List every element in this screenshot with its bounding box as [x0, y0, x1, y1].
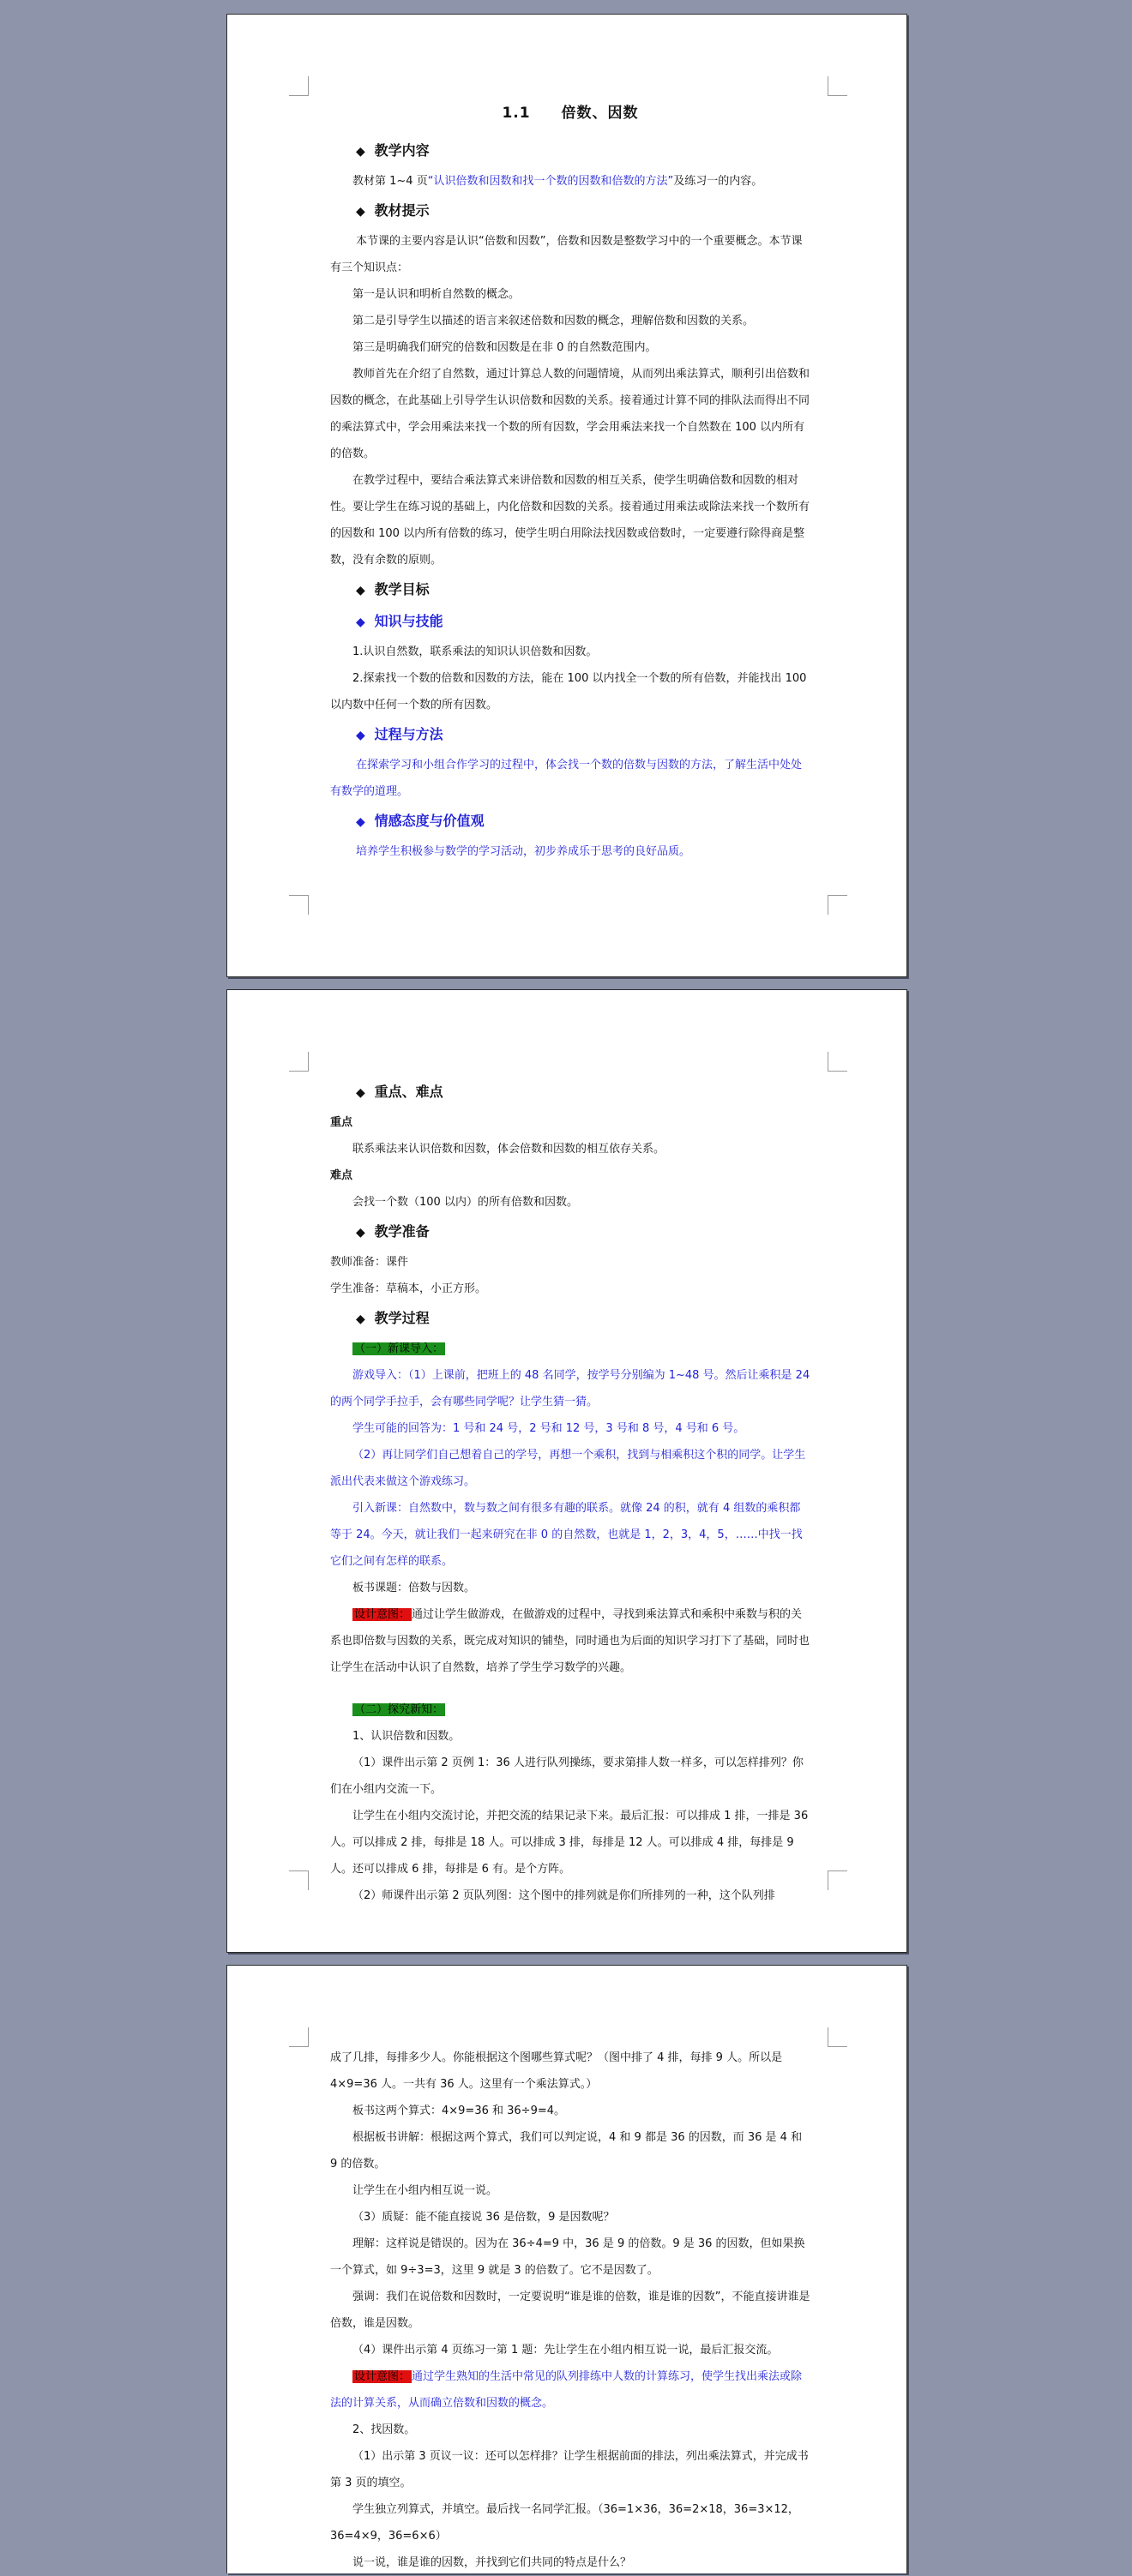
crop-mark	[828, 2027, 847, 2047]
heading-process-method: ◆ 过程与方法	[356, 720, 810, 750]
heading-preparation: ◆ 教学准备	[356, 1217, 810, 1247]
design-intent-tag: 设计意图：	[354, 1608, 411, 1621]
diamond-icon: ◆	[356, 205, 365, 219]
paragraph: （4）课件出示第 4 页练习一第 1 题：先让学生在小组内相互说一说，最后汇报交流。	[352, 2344, 779, 2357]
document-page-3	[226, 1965, 907, 2573]
page-title: 1.1 倍数、因数	[502, 105, 639, 122]
paragraph: 强调：我们在说倍数和因数时，一定要说明“谁是谁的倍数，谁是谁的因数”，不能直接讲谁是倍数，谁是因数。	[330, 2291, 810, 2330]
paragraph: 2、找因数。	[352, 2423, 416, 2436]
diamond-icon: ◆	[356, 584, 365, 597]
paragraph: 在教学过程中，要结合乘法算式来讲倍数和因数的相互关系，使学生明确倍数和因数的相对性。要让学生在练习说的基础上，内化倍数和因数的关系。接着通过用乘法或除法来找一个数所有的因数和 100 以内所有倍数的练习，使学生明白用除法找因数或倍数时，一定要遵行除得商是整数，没有余数的原则。	[330, 474, 810, 567]
paragraph: 理解：这样说是错误的。因为在 36÷4=9 中，36 是 9 的倍数。9 是 36 的因数，但如果换一个算式，如 9÷3=3，这里 9 就是 3 的倍数了。它不是因数了。	[330, 2237, 805, 2277]
section-tag: （二）探究新知：	[354, 1703, 444, 1716]
paragraph: 教师首先在介绍了自然数，通过计算总人数的问题情境，从而列出乘法算式，顺利引出倍数和因数的概念，在此基础上引导学生认识倍数和因数的关系。接着通过计算不同的排队法而得出不同的乘法算式中，学会用乘法来找一个数的所有因数，学会用乘法来找一个自然数在 100 以内所有的倍数。	[330, 368, 810, 460]
paragraph: 板书课题：倍数与因数。	[352, 1582, 476, 1594]
paragraph: 设计意图： 通过让学生做游戏，在做游戏的过程中，寻找到乘法算式和乘积中乘数与积的关系也即倍数与因数的关系，既完成对知识的铺垫，同时通也为后面的知识学习打下了基础，同时也让学生在活动中认识了自然数，培养了学生学习数学的兴趣。	[330, 1608, 810, 1674]
diamond-icon: ◆	[356, 729, 365, 742]
heading-attitude-values: ◆ 情感态度与价值观	[356, 807, 810, 837]
crop-mark	[289, 76, 309, 96]
label-difficulty: 难点	[330, 1169, 353, 1182]
crop-mark	[828, 1052, 847, 1072]
paragraph: 第二是引导学生以描述的语言来叙述倍数和因数的概念，理解倍数和因数的关系。	[352, 315, 755, 327]
paragraph: 成了几排，每排多少人。你能根据这个图哪些算式呢？（图中排了 4 排，每排 9 人。所以是 4×9=36 人。一共有 36 人。这里有一个乘法算式。）	[330, 2051, 783, 2091]
page-3-body	[330, 2045, 810, 2576]
crop-mark	[828, 1870, 847, 1890]
heading-textbook-tips: ◆ 教材提示	[356, 196, 810, 226]
paragraph: 2.探索找一个数的倍数和因数的方法，能在 100 以内找全一个数的所有倍数，并能找出 100 以内数中任何一个数的所有因数。	[330, 672, 807, 712]
paragraph: 本节课的主要内容是认识“倍数和因数”，倍数和因数是整数学习中的一个重要概念。本节课有三个知识点：	[330, 235, 803, 274]
paragraph: （2）师课件出示第 2 页队列图：这个图中的排列就是你们所排列的一种，这个队列排	[352, 1889, 775, 1902]
paragraph: 板书这两个算式：4×9=36 和 36÷9=4。	[352, 2105, 566, 2117]
paragraph: 教师准备：课件	[330, 1256, 409, 1269]
crop-mark	[289, 2027, 309, 2047]
paragraph: 让学生在小组内交流讨论，并把交流的结果记录下来。最后汇报：可以排成 1 排，一排是 36 人。可以排成 2 排，每排是 18 人。可以排成 3 排，每排是 12 人。可以排成 4 排，每排是 9 人。还可以排成 6 排，每排是 6 有。是个方阵。	[330, 1810, 809, 1876]
crop-mark	[289, 895, 309, 915]
label-key-point: 重点	[330, 1116, 353, 1129]
crop-mark	[289, 1870, 309, 1890]
paragraph: 说一说，谁是谁的因数，并找到它们共同的特点是什么？	[352, 2556, 632, 2569]
paragraph: 引入新课：自然数中，数与数之间有很多有趣的联系。就像 24 的积，就有 4 组数的乘积都等于 24。今天，就让我们一起来研究在非 0 的自然数，也就是 1，2，3，4，5，……中找一找它们之间有怎样的联系。	[330, 1502, 803, 1568]
paragraph: 培养学生积极参与数学的学习活动，初步养成乐于思考的良好品质。	[356, 845, 691, 858]
design-intent-tag: 设计意图：	[354, 2370, 411, 2383]
paragraph: 1、认识倍数和因数。	[352, 1730, 461, 1743]
paragraph: （3）质疑：能不能直接说 36 是倍数，9 是因数呢？	[352, 2211, 615, 2224]
diamond-icon: ◆	[356, 145, 365, 159]
paragraph: 游戏导入：（1）上课前，把班上的 48 名同学，按学号分别编为 1~48 号。然后让乘积是 24 的两个同学手拉手，会有哪些同学呢？让学生猜一猜。	[330, 1369, 810, 1408]
document-page-1	[226, 14, 907, 977]
diamond-icon: ◆	[356, 1086, 365, 1100]
page-1-body	[330, 100, 810, 865]
paragraph: （1）出示第 3 页议一议：还可以怎样排？让学生根据前面的排法，列出乘法算式，并完成书第 3 页的填空。	[330, 2450, 809, 2489]
crop-mark	[289, 1052, 309, 1072]
crop-mark	[828, 76, 847, 96]
section-tag: （一）新课导入：	[354, 1342, 444, 1355]
paragraph: 让学生在小组内相互说一说。	[352, 2184, 498, 2197]
paragraph: （1）课件出示第 2 页例 1：36 人进行队列操练，要求第排人数一样多，可以怎样排列？你们在小组内交流一下。	[330, 1756, 804, 1796]
paragraph: 第三是明确我们研究的倍数和因数是在非 0 的自然数范围内。	[352, 341, 657, 354]
diamond-icon: ◆	[356, 1226, 365, 1240]
paragraph: 根据板书讲解：根据这两个算式，我们可以判定说，4 和 9 都是 36 的因数，而 36 是 4 和 9 的倍数。	[330, 2131, 803, 2171]
paragraph: 学生准备：草稿本，小正方形。	[330, 1282, 487, 1295]
paragraph: 在探索学习和小组合作学习的过程中，体会找一个数的倍数与因数的方法，了解生活中处处有数学的道理。	[330, 759, 803, 798]
paragraph: 会找一个数（100 以内）的所有倍数和因数。	[352, 1196, 578, 1209]
paragraph: 学生可能的回答为：1 号和 24 号，2 号和 12 号，3 号和 8 号，4 号和 6 号。	[352, 1422, 745, 1435]
paragraph: 教材第 1~4 页“认识倍数和因数和找一个数的因数和倍数的方法”及练习一的内容。	[352, 175, 763, 188]
page-2-body	[330, 1076, 810, 1909]
paragraph: 联系乘法来认识倍数和因数，体会倍数和因数的相互依存关系。	[352, 1143, 665, 1156]
diamond-icon: ◆	[356, 1312, 365, 1326]
heading-teaching-content: ◆ 教学内容	[356, 136, 810, 166]
paragraph: 1.认识自然数，联系乘法的知识认识倍数和因数。	[352, 646, 598, 658]
heading-key-difficult: ◆ 重点、难点	[356, 1078, 810, 1108]
paragraph: 第一是认识和明析自然数的概念。	[352, 288, 521, 301]
paragraph: 设计意图： 通过学生熟知的生活中常见的队列排练中人数的计算练习，使学生找出乘法或除法的计算关系，从而确立倍数和因数的概念。	[330, 2370, 803, 2410]
paragraph: （2）再让同学们自己想着自己的学号，再想一个乘积，找到与相乘积这个积的同学。让学生派出代表来做这个游戏练习。	[330, 1449, 806, 1488]
diamond-icon: ◆	[356, 815, 365, 829]
heading-teaching-goals: ◆ 教学目标	[356, 575, 810, 605]
diamond-icon: ◆	[356, 615, 365, 629]
document-page-2	[226, 989, 907, 1953]
heading-knowledge-skills: ◆ 知识与技能	[356, 607, 810, 637]
paragraph: 学生独立列算式，并填空。最后找一名同学汇报。（36=1×36，36=2×18，36=3×12，36=4×9，36=6×6）	[330, 2503, 799, 2543]
crop-mark	[828, 895, 847, 915]
heading-procedure: ◆ 教学过程	[356, 1304, 810, 1334]
